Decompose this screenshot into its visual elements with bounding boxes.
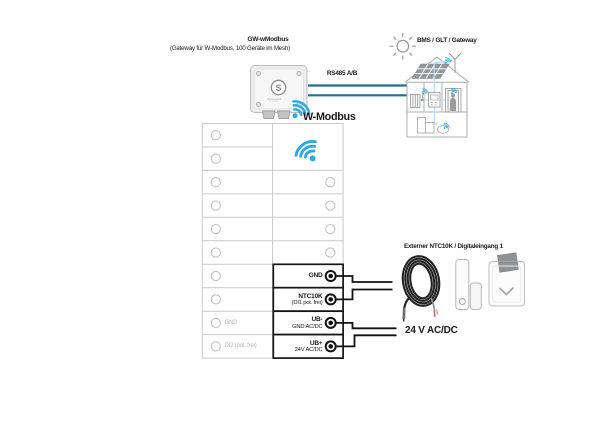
rs485-label: RS485 A/B bbox=[326, 69, 358, 77]
antenna-icon bbox=[450, 54, 461, 73]
terminal-cell-ub-minus bbox=[272, 311, 324, 335]
brand-logo-letter: S bbox=[275, 82, 282, 93]
left-terminal-label-gnd: GND bbox=[224, 319, 238, 326]
key-card-switch-illustration bbox=[489, 253, 525, 306]
terminal-cell-sub-label: GND AC/DC bbox=[292, 323, 323, 330]
terminal-cell-ub-plus bbox=[272, 335, 324, 359]
solar-panel-icon bbox=[412, 64, 449, 79]
bms-glt-gateway-label: BMS / GLT / Gateway bbox=[417, 36, 477, 44]
door-contact-illustration bbox=[456, 260, 482, 310]
terminal-cell-sub-label: 24V AC/DC bbox=[294, 346, 323, 353]
external-sensor-label: Externer NTC10K / Digitaleingang 1 bbox=[404, 243, 503, 250]
power-supply-label: 24 V AC/DC bbox=[405, 324, 458, 336]
terminal-cell-gnd bbox=[272, 264, 324, 288]
ntc-cable-sensor-illustration bbox=[399, 253, 443, 321]
rs485-bus-lines bbox=[308, 86, 407, 96]
device-subtitle: (Gateway für W-Modbus, 100 Geräte im Mesh) bbox=[169, 44, 291, 52]
terminal-cell-ntc10k bbox=[272, 288, 324, 312]
connection-wires bbox=[336, 276, 397, 346]
device-title: GW-wModbus bbox=[247, 36, 289, 43]
terminal-cell-main-label: NTC10K bbox=[298, 292, 323, 300]
left-terminal-label-di2: DI2 (pot. frei) bbox=[224, 343, 257, 350]
wmodbus-label: W-Modbus bbox=[303, 111, 356, 123]
controller-panel-icon bbox=[429, 93, 441, 108]
terminal-cell-main-label: UB+ bbox=[309, 339, 323, 347]
terminal-cell-sub-label: (DI1 pot. frei) bbox=[291, 300, 323, 307]
terminal-cell-main-label: GND bbox=[308, 272, 323, 280]
sun-icon bbox=[390, 34, 416, 60]
door-person-icon bbox=[446, 89, 462, 113]
terminal-cell-main-label: UB- bbox=[311, 316, 323, 324]
